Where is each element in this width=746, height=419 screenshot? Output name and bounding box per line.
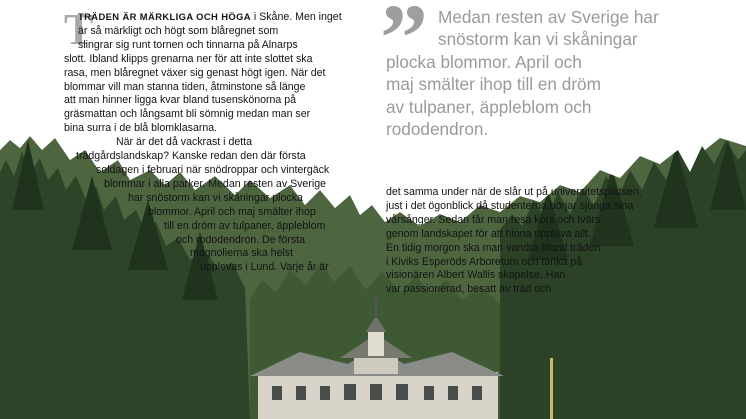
quote-mark-icon: ” <box>380 0 428 91</box>
article-line: slott. Ibland klipps grenarna ner för att inte slottet ska <box>64 52 313 65</box>
article-line: blommor. April och maj smälter ihop <box>148 205 316 218</box>
pull-quote-line: av tulpaner, äppleblom och <box>386 96 592 117</box>
article-line: visionären Albert Wallis skapelse. Han <box>386 269 566 282</box>
article-column-right <box>386 186 642 297</box>
article-line: blommar vill man stanna tiden, åtminstone så länge <box>64 80 306 93</box>
article-line: En tidig morgon ska man vandra bland träden <box>386 241 601 254</box>
article-line <box>64 10 342 25</box>
article-line: genom landskapet för att hinna uppleva allt. <box>386 227 591 240</box>
pull-quote-line: Medan resten av Sverige har <box>438 7 659 27</box>
article-line: blommar i alla parker. Medan resten av Sverige <box>104 177 326 190</box>
pull-quote-line: maj smälter ihop till en dröm <box>386 74 601 95</box>
article-line: det samma under när de slår ut på universitetsplatsen, <box>386 186 642 198</box>
article-line: upplevas i Lund. Varje år är <box>200 261 329 274</box>
lead-in-rest: i Skåne. Men inget <box>250 11 342 23</box>
article-line: rasa, men blåregnet växer sig genast högt igen. När det <box>64 66 326 79</box>
article-line: att man hinner ligga kvar bland tusenskönorna på <box>64 94 297 107</box>
article-line: och rododendron. De första <box>176 233 305 246</box>
article-line: trädgårdslandskap? Kanske redan den där första <box>76 150 306 163</box>
article-line: bina surra i de blå blomklasarna. <box>64 122 218 135</box>
pull-quote-line: snöstorm kan vi skåningar <box>438 29 638 50</box>
lead-in-smallcaps: TRÄDEN ÄR MÄRKLIGA OCH HÖGA <box>78 11 251 22</box>
drop-cap: T <box>64 5 94 54</box>
article-line: är så märkligt och högt som blåregnet som <box>78 24 279 37</box>
article-line: har snöstorm kan vi skåningar plocka <box>128 191 303 204</box>
article-line: till en dröm av tulpaner, äppleblom <box>164 219 326 232</box>
article-line: soldagen i februari när snödroppar och vintergäck <box>96 163 330 176</box>
article-line: slingrar sig runt tornen och tinnarna på Alnarps <box>78 38 298 51</box>
article-line: vårsånger. Sedan får man resa kors och tvärs <box>386 213 601 226</box>
pull-quote-line: rododendron. <box>386 119 489 140</box>
article-line: magnolierna ska helst <box>190 247 294 260</box>
article-column-left <box>64 5 342 275</box>
article-line: När är det då vackrast i detta <box>116 136 253 149</box>
article-line: var passionerad, besatt av träd och <box>386 283 552 296</box>
article-line: just i det ögonblick då studenterna börjar sjunga sina <box>386 199 634 212</box>
article-line: gräsmattan och långsamt bli sömnig medan man ser <box>64 108 311 121</box>
article-line: i Kiviks Esperöds Arboretum och tänka på <box>386 255 583 268</box>
pull-quote <box>386 6 659 140</box>
pull-quote-line: plocka blommor. April och <box>386 51 582 72</box>
